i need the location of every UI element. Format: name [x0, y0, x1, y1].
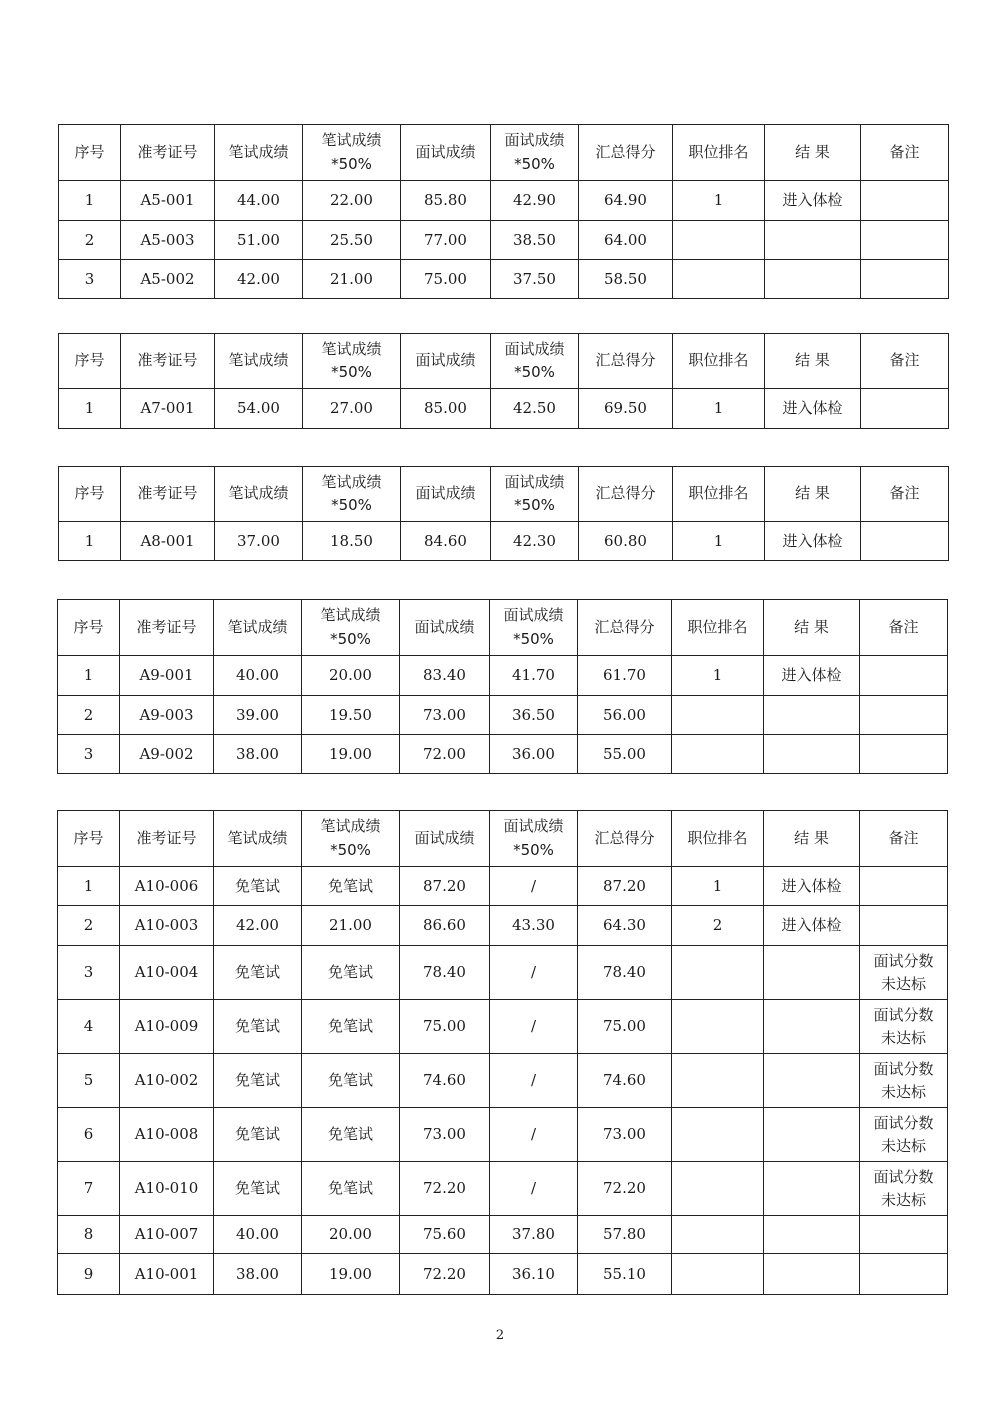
table-cell: [861, 181, 949, 221]
table-row: [58, 656, 948, 696]
table-cell: A5-003: [121, 221, 215, 260]
table-cell: 44.00: [215, 181, 303, 221]
table-cell: 1: [59, 522, 121, 561]
column-header: 笔试成绩: [215, 125, 303, 181]
column-header: 职位排名: [673, 125, 765, 181]
column-header: 结 果: [765, 125, 861, 181]
table-cell: 38.00: [214, 735, 302, 774]
table-cell: [672, 735, 764, 774]
table-cell: /: [490, 1162, 578, 1216]
column-header: 结 果: [764, 811, 860, 867]
table-cell: [860, 735, 948, 774]
table-cell: A9-002: [120, 735, 214, 774]
table-cell: 38.50: [491, 221, 579, 260]
table-cell: 42.50: [491, 389, 579, 429]
table-row: [58, 946, 948, 1000]
table-cell: 面试分数 未达标: [860, 1162, 948, 1216]
column-header: 面试成绩 *50%: [491, 125, 579, 181]
table-cell: 42.30: [491, 522, 579, 561]
table-cell: A10-004: [120, 946, 214, 1000]
table-cell: 19.00: [302, 1254, 400, 1295]
table-cell: 3: [58, 735, 120, 774]
table-cell: [672, 946, 764, 1000]
table-cell: 83.40: [400, 656, 490, 696]
column-header: 备注: [861, 334, 949, 389]
table-cell: 1: [672, 867, 764, 906]
table-row: [58, 1254, 948, 1295]
column-header: 备注: [860, 600, 948, 656]
table-cell: A10-003: [120, 906, 214, 946]
table-cell: [860, 906, 948, 946]
table-cell: 2: [58, 696, 120, 735]
table-cell: [765, 260, 861, 299]
table-cell: A10-001: [120, 1254, 214, 1295]
table-cell: 18.50: [303, 522, 401, 561]
table-cell: 1: [58, 867, 120, 906]
column-header: 面试成绩: [400, 600, 490, 656]
column-header: 结 果: [765, 334, 861, 389]
table-cell: 免笔试: [214, 1162, 302, 1216]
table-cell: 75.00: [400, 1000, 490, 1054]
table-cell: 4: [58, 1000, 120, 1054]
score-table: [58, 124, 949, 299]
table-cell: 3: [59, 260, 121, 299]
table-cell: A7-001: [121, 389, 215, 429]
table-cell: 2: [672, 906, 764, 946]
table-cell: 86.60: [400, 906, 490, 946]
table-cell: 64.90: [579, 181, 673, 221]
table-cell: 免笔试: [302, 1000, 400, 1054]
table-cell: 1: [673, 389, 765, 429]
table-row: [58, 1216, 948, 1254]
table-cell: [673, 221, 765, 260]
column-header: 面试成绩: [401, 467, 491, 522]
table-cell: 36.10: [490, 1254, 578, 1295]
table-cell: 1: [59, 389, 121, 429]
column-header: 笔试成绩 *50%: [303, 125, 401, 181]
table-cell: 进入体检: [765, 522, 861, 561]
table-row: [59, 221, 949, 260]
table-cell: [672, 1108, 764, 1162]
table-cell: 2: [59, 221, 121, 260]
table-cell: 21.00: [302, 906, 400, 946]
column-header: 准考证号: [120, 811, 214, 867]
table-cell: A10-002: [120, 1054, 214, 1108]
table-cell: A10-010: [120, 1162, 214, 1216]
table-cell: 56.00: [578, 696, 672, 735]
table-cell: A9-003: [120, 696, 214, 735]
table-header-row: [59, 334, 949, 389]
table-cell: [672, 1162, 764, 1216]
column-header: 面试成绩 *50%: [490, 600, 578, 656]
column-header: 准考证号: [120, 600, 214, 656]
table-cell: 免笔试: [302, 1162, 400, 1216]
table-cell: [672, 1254, 764, 1295]
column-header: 职位排名: [672, 600, 764, 656]
column-header: 面试成绩 *50%: [490, 811, 578, 867]
table-cell: 38.00: [214, 1254, 302, 1295]
table-cell: [860, 1216, 948, 1254]
score-table: [57, 810, 948, 1295]
table-cell: 9: [58, 1254, 120, 1295]
column-header: 备注: [861, 125, 949, 181]
table-cell: [860, 656, 948, 696]
score-table: [57, 599, 948, 774]
table-cell: 77.00: [401, 221, 491, 260]
table-cell: [764, 735, 860, 774]
table-cell: 42.90: [491, 181, 579, 221]
table-cell: 60.80: [579, 522, 673, 561]
column-header: 序号: [58, 600, 120, 656]
page-number: 2: [495, 1328, 505, 1343]
table-cell: 40.00: [214, 1216, 302, 1254]
table-header-row: [58, 811, 948, 867]
column-header: 汇总得分: [579, 125, 673, 181]
table-cell: 54.00: [215, 389, 303, 429]
column-header: 职位排名: [672, 811, 764, 867]
table-cell: 75.60: [400, 1216, 490, 1254]
table-cell: 73.00: [578, 1108, 672, 1162]
table-cell: 72.00: [400, 735, 490, 774]
table-cell: 免笔试: [302, 946, 400, 1000]
column-header: 序号: [59, 467, 121, 522]
table-row: [59, 389, 949, 429]
table-cell: [765, 221, 861, 260]
table-cell: 84.60: [401, 522, 491, 561]
table-cell: [861, 221, 949, 260]
table-cell: 1: [673, 522, 765, 561]
table-row: [59, 181, 949, 221]
column-header: 汇总得分: [578, 811, 672, 867]
table-cell: /: [490, 946, 578, 1000]
table-cell: 51.00: [215, 221, 303, 260]
table-cell: [764, 1216, 860, 1254]
table-cell: 75.00: [578, 1000, 672, 1054]
table-cell: [861, 260, 949, 299]
table-cell: [673, 260, 765, 299]
table-cell: 免笔试: [214, 1054, 302, 1108]
column-header: 序号: [58, 811, 120, 867]
table-cell: 75.00: [401, 260, 491, 299]
table-row: [58, 1000, 948, 1054]
table-cell: 免笔试: [214, 946, 302, 1000]
table-cell: [860, 696, 948, 735]
column-header: 面试成绩 *50%: [491, 334, 579, 389]
table-header-row: [59, 467, 949, 522]
table-row: [58, 696, 948, 735]
table-cell: [764, 1254, 860, 1295]
table-cell: 面试分数 未达标: [860, 1108, 948, 1162]
table-cell: 免笔试: [214, 867, 302, 906]
table-cell: 进入体检: [765, 389, 861, 429]
table-row: [59, 260, 949, 299]
table-cell: 面试分数 未达标: [860, 946, 948, 1000]
column-header: 结 果: [764, 600, 860, 656]
table-cell: 19.50: [302, 696, 400, 735]
table-cell: A10-007: [120, 1216, 214, 1254]
table-row: [58, 1162, 948, 1216]
table-cell: 1: [672, 656, 764, 696]
column-header: 面试成绩: [400, 811, 490, 867]
table-cell: 58.50: [579, 260, 673, 299]
column-header: 笔试成绩: [214, 811, 302, 867]
column-header: 笔试成绩: [215, 467, 303, 522]
table-cell: [764, 1162, 860, 1216]
table-cell: 6: [58, 1108, 120, 1162]
table-cell: 57.80: [578, 1216, 672, 1254]
table-cell: 42.00: [215, 260, 303, 299]
table-cell: 78.40: [400, 946, 490, 1000]
table-cell: 85.80: [401, 181, 491, 221]
table-cell: 74.60: [400, 1054, 490, 1108]
table-cell: [764, 946, 860, 1000]
table-cell: 39.00: [214, 696, 302, 735]
table-cell: 87.20: [578, 867, 672, 906]
table-cell: 61.70: [578, 656, 672, 696]
table-cell: [764, 1108, 860, 1162]
table-header-row: [58, 600, 948, 656]
table-row: [59, 522, 949, 561]
table-cell: 8: [58, 1216, 120, 1254]
column-header: 笔试成绩 *50%: [302, 811, 400, 867]
table-cell: 64.30: [578, 906, 672, 946]
table-cell: 85.00: [401, 389, 491, 429]
table-row: [58, 1054, 948, 1108]
table-cell: [672, 1000, 764, 1054]
table-cell: A10-008: [120, 1108, 214, 1162]
table-cell: A8-001: [121, 522, 215, 561]
table-cell: 36.00: [490, 735, 578, 774]
table-cell: 面试分数 未达标: [860, 1000, 948, 1054]
column-header: 序号: [59, 125, 121, 181]
table-cell: [764, 1000, 860, 1054]
table-cell: [672, 1216, 764, 1254]
table-cell: [861, 389, 949, 429]
table-cell: /: [490, 867, 578, 906]
column-header: 备注: [861, 467, 949, 522]
table-cell: [861, 522, 949, 561]
table-cell: 42.00: [214, 906, 302, 946]
table-cell: [860, 867, 948, 906]
table-cell: 36.50: [490, 696, 578, 735]
table-cell: 78.40: [578, 946, 672, 1000]
table-cell: 72.20: [578, 1162, 672, 1216]
table-cell: 55.00: [578, 735, 672, 774]
column-header: 笔试成绩: [214, 600, 302, 656]
column-header: 汇总得分: [579, 334, 673, 389]
table-row: [58, 735, 948, 774]
column-header: 笔试成绩 *50%: [303, 467, 401, 522]
table-cell: 72.20: [400, 1162, 490, 1216]
table-cell: 免笔试: [302, 867, 400, 906]
table-cell: 1: [59, 181, 121, 221]
table-cell: 免笔试: [214, 1108, 302, 1162]
table-cell: /: [490, 1054, 578, 1108]
column-header: 职位排名: [673, 467, 765, 522]
column-header: 笔试成绩 *50%: [302, 600, 400, 656]
table-cell: 64.00: [579, 221, 673, 260]
table-cell: 进入体检: [764, 656, 860, 696]
score-table: [58, 466, 949, 561]
table-cell: 74.60: [578, 1054, 672, 1108]
table-cell: 55.10: [578, 1254, 672, 1295]
table-cell: A9-001: [120, 656, 214, 696]
column-header: 准考证号: [121, 334, 215, 389]
table-cell: 69.50: [579, 389, 673, 429]
table-cell: /: [490, 1000, 578, 1054]
column-header: 汇总得分: [578, 600, 672, 656]
table-cell: [764, 696, 860, 735]
table-cell: [860, 1254, 948, 1295]
table-cell: 37.50: [491, 260, 579, 299]
table-cell: [764, 1054, 860, 1108]
table-cell: 87.20: [400, 867, 490, 906]
column-header: 序号: [59, 334, 121, 389]
table-cell: 7: [58, 1162, 120, 1216]
table-cell: 1: [58, 656, 120, 696]
score-table: [58, 333, 949, 429]
table-row: [58, 1108, 948, 1162]
table-cell: 20.00: [302, 1216, 400, 1254]
table-cell: 43.30: [490, 906, 578, 946]
table-cell: 进入体检: [765, 181, 861, 221]
column-header: 汇总得分: [579, 467, 673, 522]
table-cell: 19.00: [302, 735, 400, 774]
table-cell: 37.80: [490, 1216, 578, 1254]
table-cell: 22.00: [303, 181, 401, 221]
table-cell: 1: [673, 181, 765, 221]
table-cell: 20.00: [302, 656, 400, 696]
column-header: 准考证号: [121, 467, 215, 522]
table-row: [58, 867, 948, 906]
table-cell: 免笔试: [214, 1000, 302, 1054]
table-cell: 37.00: [215, 522, 303, 561]
table-cell: 21.00: [303, 260, 401, 299]
table-cell: A10-006: [120, 867, 214, 906]
table-cell: 进入体检: [764, 906, 860, 946]
table-cell: 72.20: [400, 1254, 490, 1295]
table-cell: A5-001: [121, 181, 215, 221]
column-header: 笔试成绩: [215, 334, 303, 389]
table-cell: 73.00: [400, 696, 490, 735]
column-header: 面试成绩: [401, 125, 491, 181]
table-cell: 面试分数 未达标: [860, 1054, 948, 1108]
table-cell: 73.00: [400, 1108, 490, 1162]
table-header-row: [59, 125, 949, 181]
table-row: [58, 906, 948, 946]
table-cell: 进入体检: [764, 867, 860, 906]
column-header: 备注: [860, 811, 948, 867]
column-header: 笔试成绩 *50%: [303, 334, 401, 389]
table-cell: 25.50: [303, 221, 401, 260]
table-cell: /: [490, 1108, 578, 1162]
table-cell: A10-009: [120, 1000, 214, 1054]
table-cell: A5-002: [121, 260, 215, 299]
table-cell: [672, 1054, 764, 1108]
column-header: 面试成绩 *50%: [491, 467, 579, 522]
column-header: 职位排名: [673, 334, 765, 389]
table-cell: 3: [58, 946, 120, 1000]
table-cell: 2: [58, 906, 120, 946]
table-cell: 41.70: [490, 656, 578, 696]
table-cell: 5: [58, 1054, 120, 1108]
column-header: 结 果: [765, 467, 861, 522]
column-header: 准考证号: [121, 125, 215, 181]
table-cell: [672, 696, 764, 735]
table-cell: 免笔试: [302, 1054, 400, 1108]
table-cell: 27.00: [303, 389, 401, 429]
table-cell: 40.00: [214, 656, 302, 696]
column-header: 面试成绩: [401, 334, 491, 389]
table-cell: 免笔试: [302, 1108, 400, 1162]
